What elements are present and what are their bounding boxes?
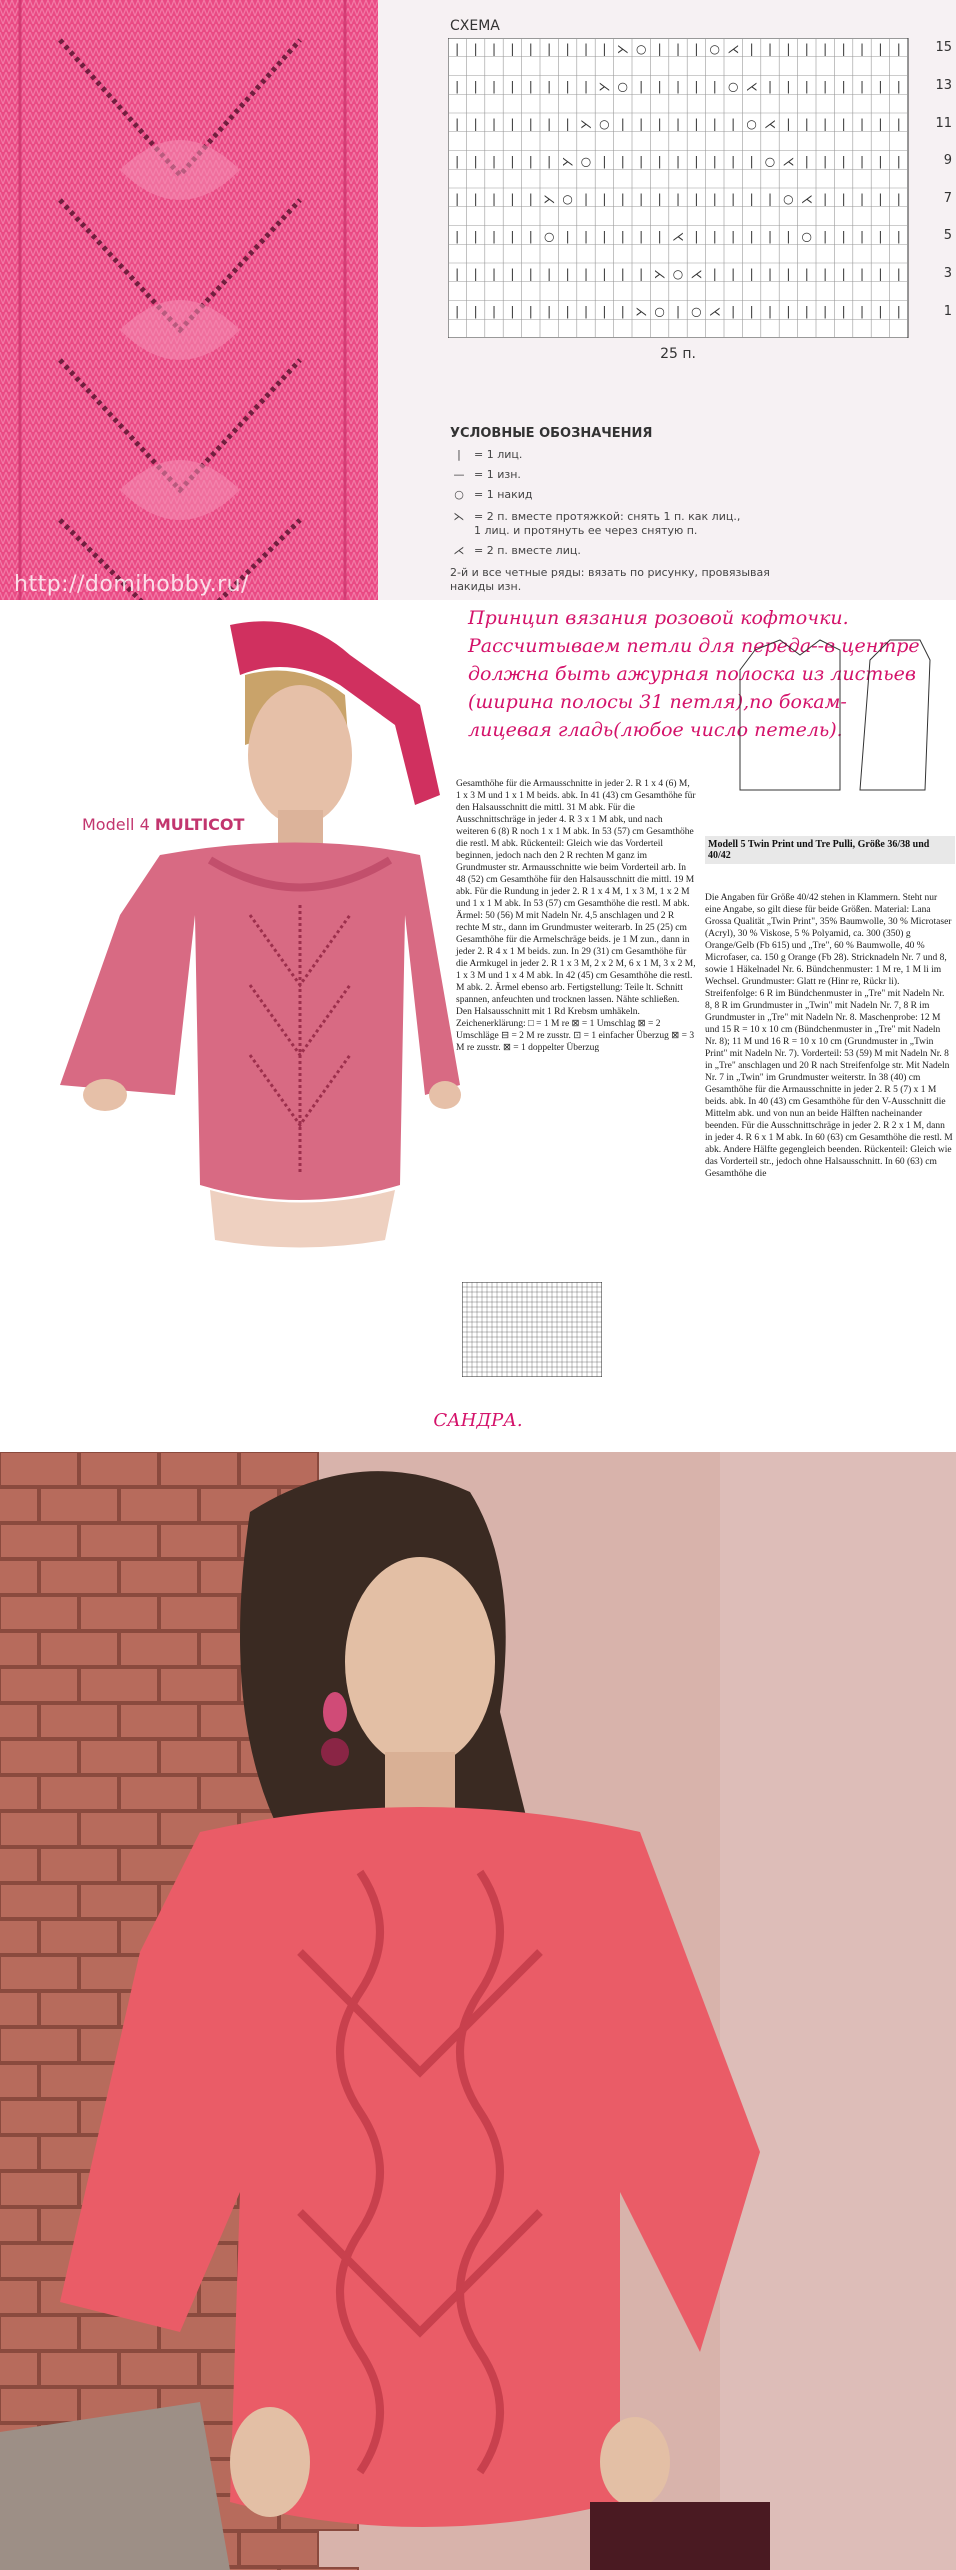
row-number: 15 — [935, 40, 952, 55]
chart-cell-symbol: | — [565, 229, 570, 244]
chart-cell-symbol: | — [859, 304, 865, 319]
chart-cell-symbol: | — [731, 117, 736, 131]
chart-cell-symbol: | — [712, 79, 717, 94]
row-number: 1 — [943, 304, 952, 319]
chart-cell-symbol: | — [620, 229, 625, 244]
chart-row-numbers — [928, 38, 956, 338]
chart-cell-symbol: | — [767, 304, 773, 319]
chart-cell-symbol: | — [767, 192, 773, 206]
chart-cell-symbol: | — [455, 267, 460, 281]
chart-cell-symbol: | — [639, 267, 644, 281]
chart-cell-symbol: | — [896, 304, 901, 319]
chart-cell-symbol: ○ — [635, 42, 647, 56]
chart-cell-symbol: | — [896, 267, 901, 281]
legend-text: = 1 изн. — [474, 468, 521, 481]
chart-cell-symbol: | — [510, 42, 515, 56]
chart-cell-symbol: | — [602, 267, 607, 281]
model-label-brand: MULTICOT — [154, 815, 245, 834]
chart-cell-symbol: | — [657, 192, 662, 206]
chart-cell-symbol: | — [749, 229, 754, 244]
legend-note: 2-й и все четные ряды: вязать по рисунку, провязывая накиды изн. — [450, 566, 770, 593]
chart-cell-symbol: | — [565, 267, 570, 281]
chart-cell-symbol: ⋋ — [635, 304, 648, 319]
chart-cell-symbol: | — [639, 192, 644, 206]
pattern-text-column: Gesamthöhe für die Armausschnitte in jeder 2. R 1 x 4 (6) M, 1 x 3 M und 1 x 1 M beids. abk. In 41 (43) cm Gesamthöhe für den Halsausschnitt die mittl. 31 M abk. Für die Ausschnittschräge in jeder 4. R 3 x 1 M abk, und nach weiteren 6 (8) R noch 1 x 1 M abk. In 53 (57) cm Gesamthöhe die restl. M abk. Rückenteil: Gleich wie das Vorderteil beginnen, jedoch nach den 2 R rechten M ganz im Grundmuster str. Armausschnitte wie beim Vorderteil arb. In 48 (52) cm Gesamthöhe für den Halsausschnitt die mittl. 19 M abk. Für die Rundung in jeder 2. R 1 x 4 M, 1 x 3 M, 1 x 2 M und 1 x 1 M abk. In 53 (57) cm Gesamthöhe die restl. M abk. Ärmel: 50 (56) M mit Nadeln Nr. 4,5 anschlagen und 2 R rechte M str., dann im Grundmuster weiterarb. In 25 (25) cm Gesamthöhe für die Armelschräge beids. je 1 M zun., dann in jeder 2. R 4 x 1 M beids. zun. In 29 (31) cm Gesamthöhe für die Armkugel in jeder 2. R 1 x 3 M, 2 x 2 M, 6 x 1 M, 3 x 2 M, 1 x 3 M und 1 x 4 M abk. In 42 (45) cm Gesamthöhe die restl. M abk. 2. Ärmel ebenso arb. Fertigstellung: Teile lt. Schnitt spannen, anfeuchten und trocknen lassen. Nähte schließen. Den Halsausschnitt mit 1 Rd Krebsm umhäkeln. Zeichenerklärung: □ = 1 M re ⊠ = 1 Umschlag ⊠ = 2 Umschläge ⊟ = 2 M re zusstr. ⊡ = 1 einfacher Überzug ⊠ = 3 M re zusstr. ⊠ = 1 doppelter Überzug — [456, 779, 696, 1053]
legend-text: = 2 п. вместе протяжкой: снять 1 п. как лиц., — [474, 510, 741, 523]
chart-cell-symbol: | — [731, 154, 736, 169]
chart-cell-symbol: | — [896, 42, 901, 56]
chart-cell-symbol: | — [473, 79, 478, 94]
chart-cell-symbol: | — [786, 229, 791, 244]
chart-cell-symbol: | — [712, 192, 717, 206]
legend-item — [450, 488, 533, 501]
chart-cell-symbol: | — [528, 304, 533, 319]
model-label — [82, 815, 244, 834]
chart-cell-symbol: ○ — [764, 154, 776, 169]
chart-cell-symbol: | — [878, 304, 883, 319]
chart-cell-symbol: | — [712, 117, 717, 131]
chart-cell-symbol: | — [712, 229, 717, 244]
chart-cell-symbol: | — [896, 79, 901, 94]
chart-cell-symbol: | — [491, 42, 497, 56]
chart-cell-symbol: ⋌ — [800, 192, 813, 206]
chart-cell-symbol: | — [841, 79, 846, 94]
chart-cell-symbol: | — [510, 267, 515, 281]
chart-cell-symbol: | — [749, 304, 754, 319]
chart-cell-symbol: | — [731, 229, 736, 244]
chart-cell-symbol: | — [823, 192, 828, 206]
chart-cell-symbol: ○ — [543, 229, 555, 244]
chart-cell-symbol: | — [896, 192, 901, 206]
chart-cell-symbol: | — [583, 304, 589, 319]
chart-cell-symbol: | — [694, 229, 699, 244]
chart-cell-symbol: | — [712, 154, 717, 169]
chart-cell-symbol: | — [878, 42, 883, 56]
pattern-text-column-2: Die Angaben für Größe 40/42 stehen in Klammern. Steht nur eine Angabe, so gilt diese für beide Größen. Material: Lana Grossa Qualität „Twin Print", 35% Baumwolle, 30 % Microtaser (Acryl), 30 % Viskose, 5 % Polyamid, ca. 300 (350) g Orange/Gelb (Fb 615) und „Tre", 60 % Baumwolle, 40 % Microfaser, ca. 150 g Orange (Fb 28). Stricknadeln Nr. 7 und 8, sowie 1 Häkelnadel Nr. 6. Bündchenmuster: 1 M re, 1 M li im Wechsel. Grundmuster: Glatt re (Hinr re, Rückr li). Streifenfolge: 6 R im Bündchenmuster in „Tre" mit Nadeln Nr. 8, 8 R im Grundmuster in „Twin" mit Nadeln Nr. 7, 8 R im Grundmuster in „Tre" mit Nadeln Nr. 8. Maschenprobe: 12 M und 15 R = 10 x 10 cm (Bündchenmuster in „Tre" mit Nadeln Nr. 8); 11 M und 16 R = 10 x 10 cm (Grundmuster in „Twin Print" mit Nadeln Nr. 7). Vorderteil: 53 (59) M mit Nadeln Nr. 8 in „Tre" anschlagen und 20 R nach Streifenfolge str. Mit Nadeln Nr. 7 in „Twin" im Grundmuster weiterstr. In 38 (40) cm Gesamthöhe für die Armausschnitte in jeder 2. R 5 (7) x 1 M beids. abk. In 40 (43) cm Gesamthöhe für den V-Ausschnitt die Mittelm abk. und von nun an beide Hälften nacheinander beenden. Für die Ausschnittschräge in jeder 2. R 2 x 1 M, dann in jeder 4. R 6 x 1 M abk. In 60 (63) cm Gesamthöhe die restl. M abk. Andere Hälfte gegengleich beenden. Rückenteil: Gleich wie das Vorderteil str., jedoch ohne Halsausschnitt. In 60 (63) cm Gesamthöhe die — [705, 893, 953, 1179]
row-number: 11 — [935, 116, 952, 131]
sandra-caption: САНДРА. — [433, 1410, 523, 1431]
k2tog-symbol-icon: ⋌ — [453, 544, 465, 557]
chart-cell-symbol: | — [547, 79, 552, 94]
chart-cell-symbol: | — [859, 192, 865, 206]
chart-cell-symbol: | — [583, 192, 589, 206]
legend-item — [450, 510, 740, 523]
chart-cell-symbol: | — [786, 267, 791, 281]
legend-item — [450, 524, 697, 537]
chart-cell-symbol: | — [786, 79, 791, 94]
chart-cell-symbol: | — [528, 192, 533, 206]
knit-swatch-photo — [0, 0, 378, 600]
modell4-section — [0, 600, 956, 1380]
swatch-illustration — [0, 0, 378, 600]
chart-cell-symbol: | — [602, 229, 607, 244]
chart-cell-symbol: | — [547, 154, 552, 169]
pattern-schematic-diagram — [720, 610, 950, 830]
chart-cell-symbol: | — [767, 267, 773, 281]
chart-cell-symbol: ○ — [654, 304, 665, 319]
chart-cell-symbol: | — [473, 154, 478, 169]
swatch-chart-section — [0, 0, 956, 600]
chart-cell-symbol: | — [510, 154, 515, 169]
chart-cell-symbol: | — [823, 117, 828, 131]
chart-cell-symbol: | — [749, 267, 754, 281]
chart-cell-symbol: | — [602, 42, 607, 56]
chart-cell-symbol: | — [583, 229, 589, 244]
chart-cell-symbol: ⋌ — [672, 229, 684, 244]
chart-cell-symbol: | — [602, 304, 607, 319]
chart-cell-symbol: | — [823, 304, 828, 319]
chart-cell-symbol: | — [675, 304, 681, 319]
chart-cell-symbol: | — [878, 229, 883, 244]
chart-cell-symbol: | — [473, 117, 478, 131]
chart-cell-symbol: | — [491, 267, 497, 281]
chart-cell-symbol: ○ — [746, 117, 757, 131]
chart-cell-symbol: | — [878, 267, 883, 281]
chart-cell-symbol: ○ — [580, 154, 592, 169]
chart-cell-symbol: | — [859, 79, 865, 94]
chart-cell-symbol: | — [859, 154, 865, 169]
chart-cell-symbol: | — [878, 154, 883, 169]
chart-cell-symbol: | — [731, 267, 736, 281]
chart-cell-symbol: ⋌ — [764, 117, 776, 131]
chart-cell-symbol: ⋌ — [727, 42, 740, 56]
chart-cell-symbol: | — [841, 154, 846, 169]
chart-cell-symbol: | — [878, 117, 883, 131]
row-number: 7 — [943, 191, 952, 206]
chart-cell-symbol: | — [528, 117, 533, 131]
chart-cell-symbol: ○ — [672, 267, 684, 281]
chart-cell-symbol: | — [620, 117, 625, 131]
mini-lace-chart — [462, 1282, 602, 1377]
chart-cell-symbol: ⋋ — [616, 42, 629, 56]
chart-cell-symbol: | — [547, 304, 552, 319]
chart-title: СХЕМА — [450, 18, 500, 34]
chart-cell-symbol: | — [694, 154, 699, 169]
chart-cell-symbol: | — [657, 42, 662, 56]
row-number: 3 — [943, 266, 952, 281]
chart-cell-symbol: | — [639, 79, 644, 94]
chart-cell-symbol: | — [657, 229, 662, 244]
chart-cell-symbol: | — [749, 42, 754, 56]
chart-cell-symbol: | — [510, 117, 515, 131]
chart-cell-symbol: | — [896, 229, 901, 244]
legend-text: = 2 п. вместе лиц. — [474, 544, 581, 557]
chart-cell-symbol: | — [804, 154, 809, 169]
ssk-symbol-icon: ⋋ — [453, 510, 465, 523]
chart-cell-symbol: | — [473, 267, 478, 281]
chart-cell-symbol: | — [639, 154, 644, 169]
chart-cell-symbol: ⋌ — [745, 79, 758, 94]
knitting-chart-grid — [448, 38, 918, 338]
chart-cell-symbol: | — [767, 42, 773, 56]
sandra-photo — [0, 1452, 956, 2570]
chart-cell-symbol: | — [896, 117, 901, 131]
chart-cell-symbol: | — [510, 192, 515, 206]
chart-cell-symbol: | — [804, 267, 809, 281]
chart-cell-symbol: | — [473, 42, 478, 56]
chart-cell-symbol: | — [878, 79, 883, 94]
chart-cell-symbol: ⋋ — [598, 79, 611, 94]
chart-cell-symbol: | — [510, 304, 515, 319]
chart-cell-symbol: | — [804, 79, 809, 94]
chart-cell-symbol: | — [804, 304, 809, 319]
chart-cell-symbol: ⋋ — [543, 192, 556, 206]
chart-cell-symbol: | — [694, 192, 699, 206]
chart-cell-symbol: ⋋ — [580, 117, 592, 131]
row-number: 5 — [943, 228, 952, 243]
chart-cell-symbol: | — [620, 267, 625, 281]
chart-cell-symbol: | — [823, 229, 828, 244]
chart-cell-symbol: | — [602, 154, 607, 169]
chart-cell-symbol: | — [455, 117, 460, 131]
chart-cell-symbol: | — [620, 192, 625, 206]
chart-cell-symbol: ⋌ — [690, 267, 703, 281]
legend-text: 1 лиц. и протянуть ее через снятую п. — [474, 524, 698, 537]
chart-cell-symbol: | — [528, 229, 533, 244]
sandra-illustration — [0, 1452, 956, 2570]
chart-cell-symbol: | — [749, 192, 754, 206]
chart-cell-symbol: | — [491, 117, 497, 131]
chart-cell-symbol: | — [823, 267, 828, 281]
chart-cell-symbol: | — [731, 304, 736, 319]
legend-item — [450, 468, 521, 481]
purl-symbol-icon: — — [453, 468, 465, 481]
chart-cell-symbol: | — [859, 42, 865, 56]
chart-cell-symbol: | — [528, 267, 533, 281]
model-illustration — [0, 615, 465, 1380]
row-number: 13 — [935, 78, 952, 93]
chart-cell-symbol: | — [675, 192, 681, 206]
chart-cell-symbol: | — [767, 229, 773, 244]
chart-cell-symbol: | — [823, 154, 828, 169]
chart-cell-symbol: | — [786, 304, 791, 319]
chart-cell-symbol: | — [859, 117, 865, 131]
chart-cell-symbol: ⋋ — [653, 267, 666, 281]
chart-cell-symbol: | — [473, 229, 478, 244]
chart-cell-symbol: | — [804, 42, 809, 56]
chart-cell-symbol: | — [583, 42, 589, 56]
chart-cell-symbol: | — [565, 304, 570, 319]
chart-cell-symbol: | — [583, 79, 589, 94]
chart-cell-symbol: | — [639, 229, 644, 244]
chart-cell-symbol: | — [473, 192, 478, 206]
chart-cell-symbol: | — [859, 229, 865, 244]
stitch-count-label: 25 п. — [660, 346, 696, 362]
chart-cell-symbol: | — [694, 117, 699, 131]
chart-cell-symbol: | — [565, 117, 570, 131]
chart-cell-symbol: ⋌ — [782, 154, 795, 169]
legend-title: УСЛОВНЫЕ ОБОЗНАЧЕНИЯ — [450, 426, 653, 441]
chart-cell-symbol: | — [620, 304, 625, 319]
chart-cell-symbol: | — [547, 117, 552, 131]
model-photo — [0, 615, 465, 1380]
chart-cell-symbol: | — [804, 117, 809, 131]
chart-cell-symbol: | — [841, 304, 846, 319]
yarn-over-symbol-icon: ○ — [454, 488, 464, 501]
chart-cell-symbol: | — [767, 79, 773, 94]
chart-cell-symbol: | — [491, 79, 497, 94]
chart-cell-symbol: | — [675, 117, 681, 131]
chart-cell-symbol: | — [583, 267, 589, 281]
legend-text: = 1 накид — [474, 488, 533, 501]
chart-cell-symbol: ○ — [599, 117, 610, 131]
chart-cell-symbol: ○ — [617, 79, 629, 94]
chart-cell-symbol: | — [823, 42, 828, 56]
watermark-text: http://domihobby.ru/ — [14, 572, 249, 597]
chart-panel — [378, 0, 956, 600]
knit-symbol-icon: | — [457, 448, 461, 461]
chart-cell-symbol: ○ — [562, 192, 573, 206]
chart-cell-symbol: ○ — [691, 304, 702, 319]
chart-cell-symbol: | — [859, 267, 865, 281]
chart-cell-symbol: ○ — [709, 42, 721, 56]
chart-cell-symbol: | — [620, 154, 625, 169]
legend-item — [450, 544, 581, 557]
chart-cell-symbol: | — [657, 79, 662, 94]
chart-cell-symbol: | — [878, 192, 883, 206]
instruction-text: Принцип вязания розовой кофточки. Рассчитываем петли для переда--в центре должна быть ажурная полоска из листьев (ширина полосы 31 петля),по бокам-лицевая гладь(любое число петель). — [468, 607, 920, 741]
chart-cell-symbol: | — [823, 79, 828, 94]
chart-cell-symbol: | — [491, 192, 497, 206]
chart-cell-symbol: | — [510, 79, 515, 94]
chart-cell-symbol: | — [491, 304, 497, 319]
legend-item — [450, 448, 522, 461]
chart-cell-symbol: | — [841, 42, 846, 56]
chart-cell-symbol: | — [455, 42, 460, 56]
chart-cell-symbol: | — [694, 79, 699, 94]
chart-cell-symbol: | — [841, 117, 846, 131]
chart-cell-symbol: ⋌ — [708, 304, 721, 319]
chart-cell-symbol: | — [528, 42, 533, 56]
modell5-header: Modell 5 Twin Print und Tre Pulli, Größe 36/38 und 40/42 — [705, 836, 955, 864]
chart-cell-symbol: | — [510, 229, 515, 244]
chart-cell-symbol: | — [455, 304, 460, 319]
chart-cell-symbol: ○ — [727, 79, 739, 94]
chart-cell-symbol: | — [455, 79, 460, 94]
chart-cell-symbol: | — [786, 42, 791, 56]
chart-cell-symbol: | — [547, 42, 552, 56]
chart-cell-symbol: | — [712, 267, 717, 281]
chart-cell-symbol: | — [675, 79, 681, 94]
chart-cell-symbol: | — [694, 42, 699, 56]
chart-cell-symbol: | — [455, 229, 460, 244]
chart-cell-symbol: | — [841, 229, 846, 244]
chart-cell-symbol: ○ — [783, 192, 794, 206]
chart-cell-symbol: | — [565, 79, 570, 94]
chart-cell-symbol: | — [675, 42, 681, 56]
chart-cell-symbol: | — [602, 192, 607, 206]
chart-cell-symbol: | — [528, 79, 533, 94]
row-number: 9 — [943, 153, 952, 168]
chart-cell-symbol: | — [675, 154, 681, 169]
chart-cell-symbol: | — [547, 267, 552, 281]
chart-cell-symbol: | — [749, 154, 754, 169]
model-label-prefix: Modell 4 — [82, 815, 150, 834]
chart-cell-symbol: | — [639, 117, 644, 131]
chart-cell-symbol: | — [896, 154, 901, 169]
chart-cell-symbol: | — [731, 192, 736, 206]
chart-cell-symbol: | — [473, 304, 478, 319]
chart-cell-symbol: | — [455, 154, 460, 169]
legend-text: = 1 лиц. — [474, 448, 523, 461]
chart-cell-symbol: | — [491, 229, 497, 244]
chart-cell-symbol: | — [841, 267, 846, 281]
chart-cell-symbol: | — [565, 42, 570, 56]
chart-cell-symbol: ⋋ — [561, 154, 574, 169]
chart-cell-symbol: | — [786, 117, 791, 131]
chart-cell-symbol: | — [841, 192, 846, 206]
chart-cell-symbol: | — [657, 154, 662, 169]
chart-cell-symbol: ○ — [801, 229, 813, 244]
chart-cell-symbol: | — [455, 192, 460, 206]
chart-cell-symbol: | — [491, 154, 497, 169]
chart-cell-symbol: | — [657, 117, 662, 131]
chart-cell-symbol: | — [528, 154, 533, 169]
